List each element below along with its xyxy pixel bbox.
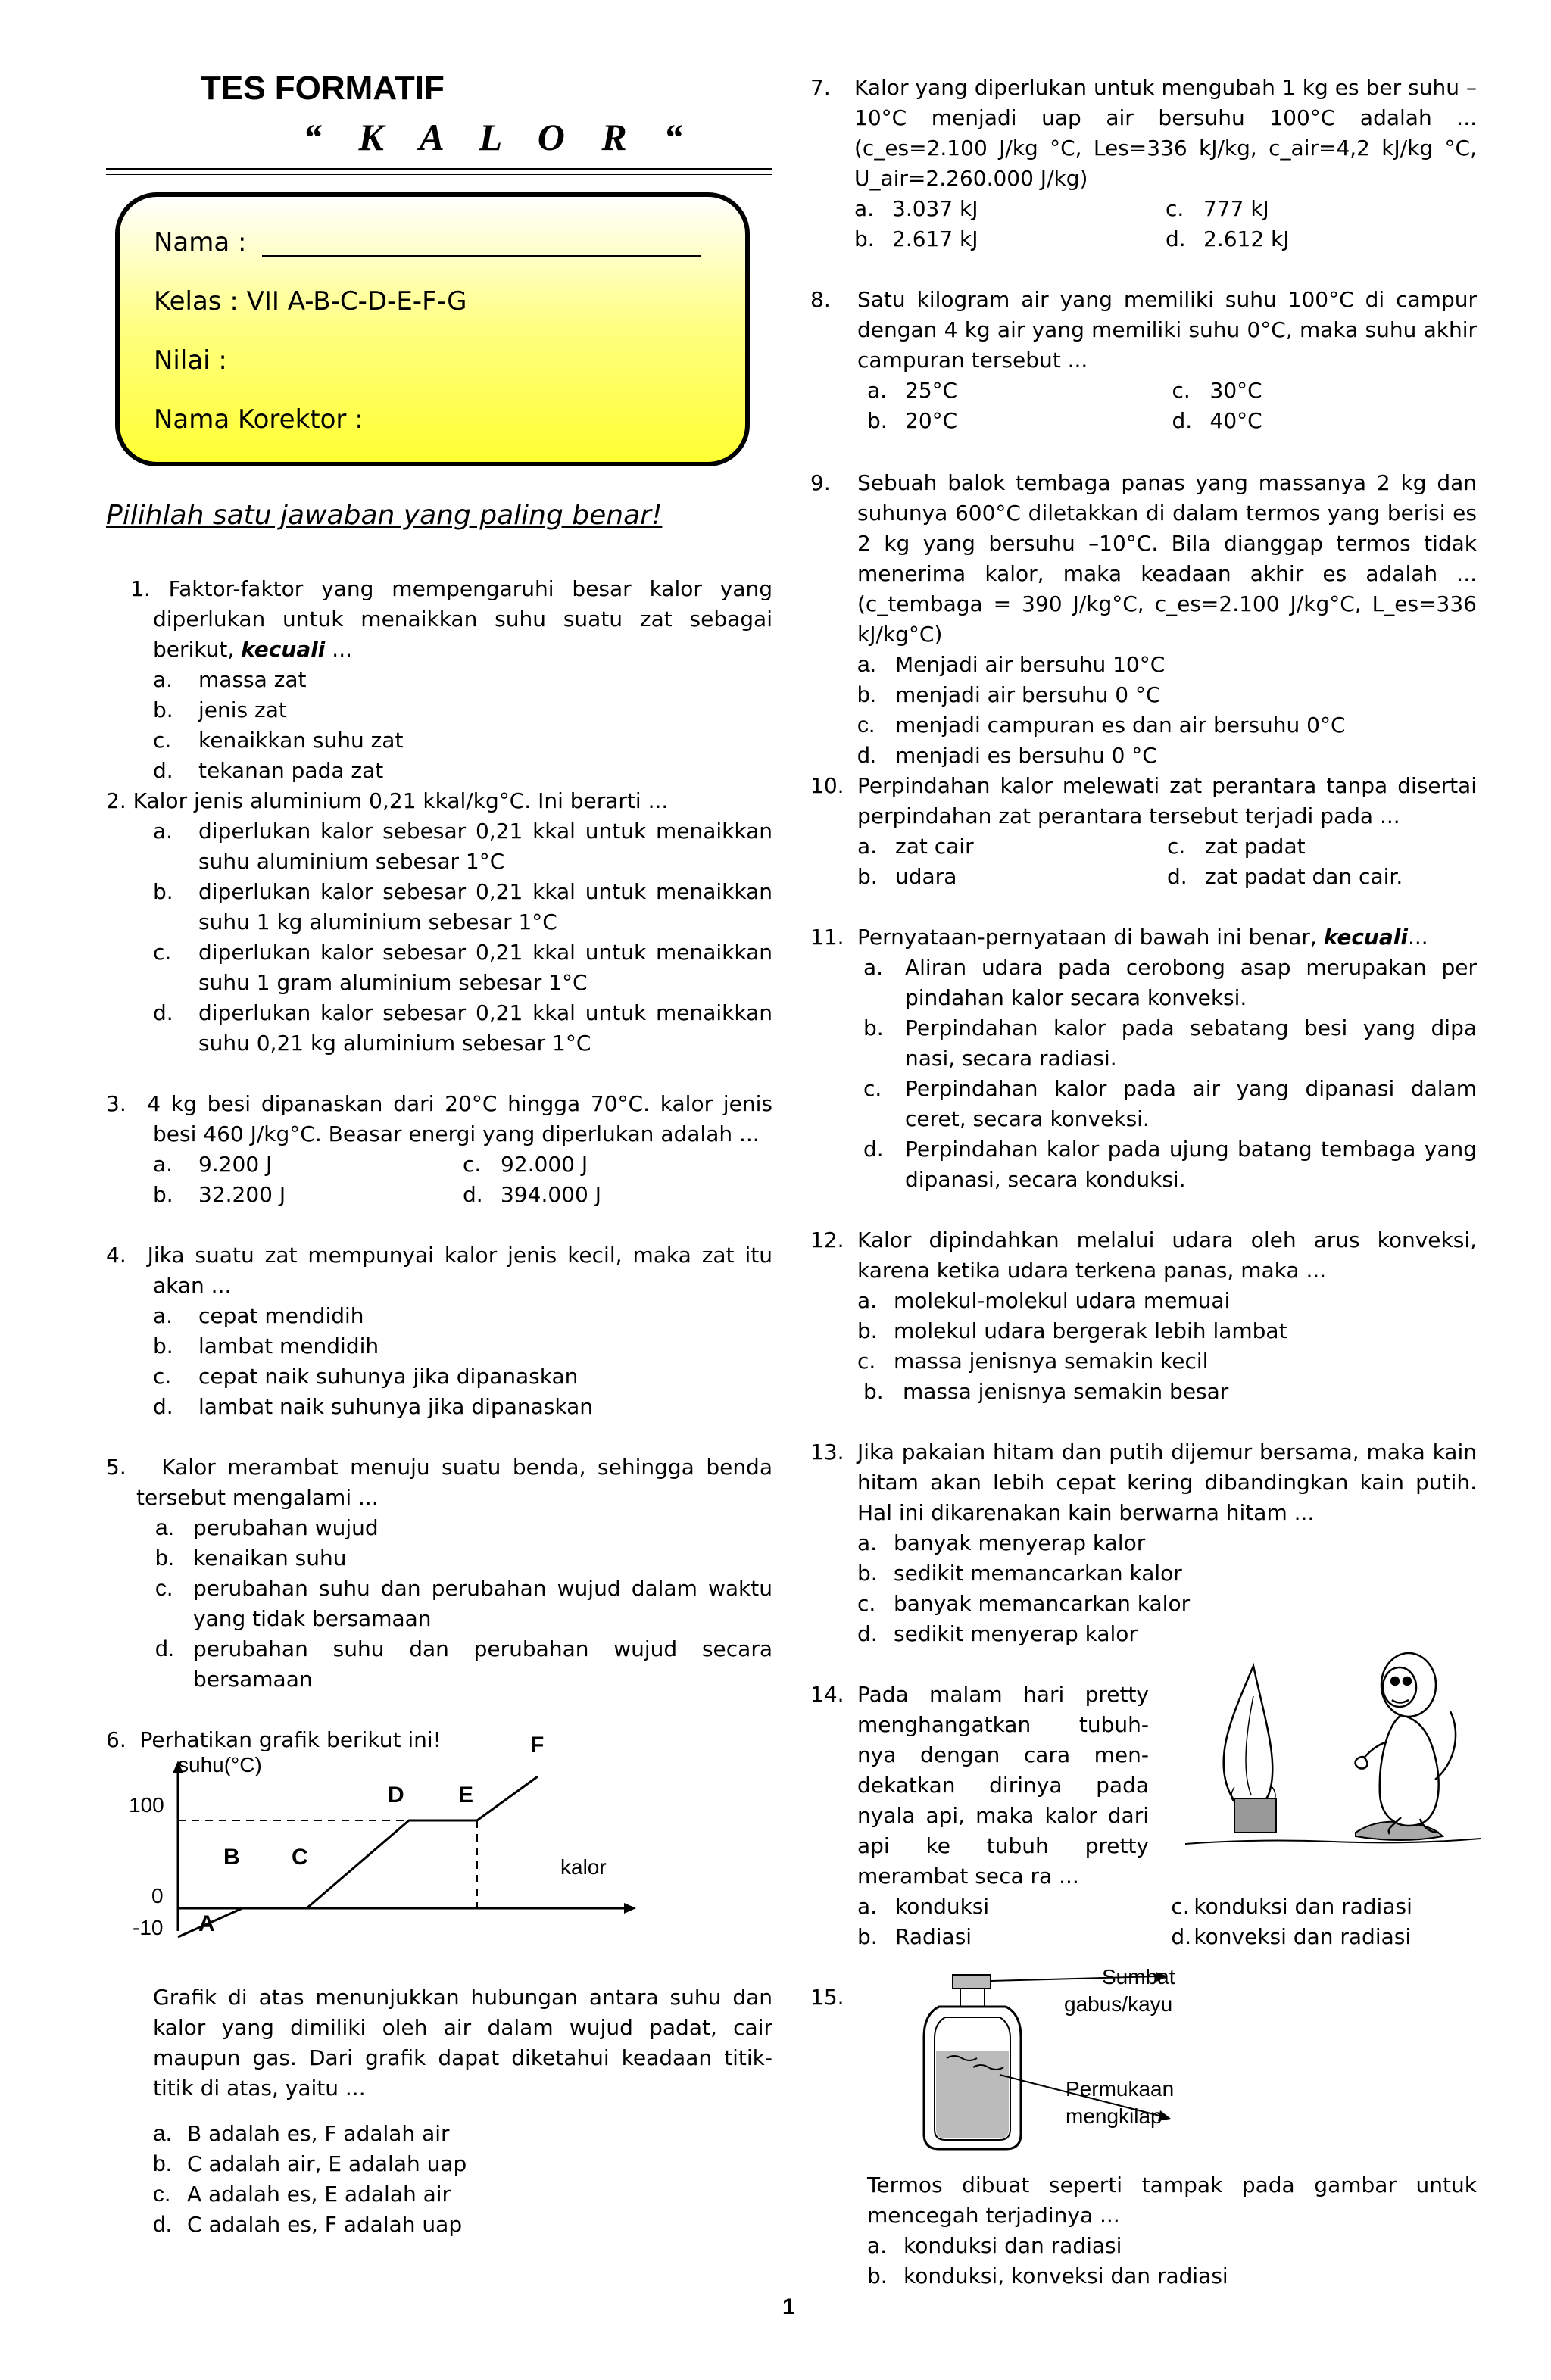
corrector-label: Nama Korektor : (154, 404, 364, 435)
q14-option-d[interactable]: d. konveksi dan radiasi (1171, 1924, 1412, 1949)
thermos-neck (960, 1989, 985, 2007)
q14-option-a[interactable]: a. konduksi (857, 1894, 990, 1919)
q3-option-c[interactable]: c. 92.000 J (463, 1152, 588, 1177)
q1-option-d[interactable]: d. tekanan pada zat (153, 758, 384, 783)
q14-option-c[interactable]: c. konduksi dan radiasi (1171, 1894, 1412, 1919)
test-title: TES FORMATIF (201, 70, 445, 107)
question-7 (810, 73, 1477, 254)
label-surface-2: mengkilap (1066, 2104, 1162, 2128)
q7-option-a[interactable]: a. 3.037 kJ (854, 196, 978, 221)
question-15-body (867, 2170, 1477, 2291)
graph-y-minus10: -10 (133, 1916, 164, 1939)
q10-number: 10. (810, 773, 844, 798)
graph-y-0: 0 (151, 1884, 164, 1907)
q1-option-c[interactable]: c. kenaikkan suhu zat (153, 728, 404, 753)
q12-option-a[interactable]: a. molekul-molekul udara memuai (857, 1288, 1231, 1313)
q9-stem: Sebuah balok tembaga panas yang massanya 2 kg dan suhunya 600°C diletakkan di dalam termos yang berisi es 2 kg yang bersuhu –10°C. Bila dianggap termos tidak menerima kalor, maka keadaan akhir es adalah ... (c_tembaga = 390 J/kg°C, c_es=2.100 J/kg°C, L_es=336 kJ/kg°C) (857, 470, 1477, 647)
q9-option-d[interactable]: d. menjadi es bersuhu 0 °C (857, 743, 1157, 768)
cork-stopper (953, 1975, 991, 1989)
q6-option-b[interactable]: b. C adalah air, E adalah uap (153, 2151, 467, 2176)
thermos-diagram (909, 1961, 1454, 2158)
burner-icon (1234, 1798, 1276, 1833)
question-3 (106, 1089, 772, 1210)
q15-option-b[interactable]: b. konduksi, konveksi dan radiasi (867, 2263, 1228, 2288)
q7-stem: Kalor yang diperlukan untuk mengubah 1 kg es ber suhu –10°C menjadi uap air bersuhu 100°C adalah ... (c_es=2.100 J/kg °C, Les=336 kJ/kg, c_air=4,2 kJ/kg °C, U_air=2.260.000 J/kg) (854, 75, 1477, 191)
q8-options (810, 376, 1477, 436)
thermos-liquid (936, 2051, 1009, 2138)
q4-number: 4. (106, 1243, 126, 1268)
q3-option-a[interactable]: a. 9.200 J (153, 1152, 273, 1177)
q4-option-a[interactable]: a. cepat mendidih (153, 1303, 364, 1328)
graph-ylabel: suhu(°C) (178, 1753, 262, 1776)
q13-options (810, 1528, 1477, 1649)
q5-number: 5. (106, 1455, 126, 1480)
q7-option-b[interactable]: b. 2.617 kJ (854, 226, 978, 251)
question-6-body (153, 1982, 772, 2240)
q9-number: 9. (810, 470, 831, 495)
question-12 (810, 1225, 1477, 1407)
q2-number: 2. (106, 788, 126, 813)
fire-and-monkey-illustration (1181, 1643, 1484, 1870)
q3-option-d[interactable]: d. 394.000 J (463, 1182, 601, 1207)
q9-option-c[interactable]: c. menjadi campuran es dan air bersuhu 0°C (857, 713, 1346, 738)
q11-stem-end: ... (1407, 925, 1428, 950)
q14-stem: Pada malam hari pretty menghangatkan tubuh- nya dengan cara men- dekatkan dirinya pada nyala api, maka kalor dari api ke tubuh pretty merambat seca ra ... (857, 1682, 1149, 1889)
class-label: Kelas : VII A-B-C-D-E-F-G (154, 286, 467, 317)
q2-option-c[interactable]: c. diperlukan kalor sebesar 0,21 kkal untuk menaikkan suhu 1 gram aluminium sebesar 1°C (153, 940, 772, 995)
question-13 (810, 1437, 1477, 1649)
q13-number: 13. (810, 1440, 844, 1464)
q10-options (810, 831, 1477, 892)
question-5 (106, 1452, 772, 1695)
name-field[interactable] (154, 227, 701, 257)
q13-option-b[interactable]: b. sedikit memancarkan kalor (857, 1561, 1182, 1586)
header-rule-bottom (106, 174, 772, 175)
q14-options (810, 1892, 1477, 1952)
q14-number: 14. (810, 1682, 844, 1707)
q4-option-b[interactable]: b. lambat mendidih (153, 1333, 379, 1358)
graph-point-d: D (388, 1783, 404, 1808)
label-cork-2: gabus/kayu (1064, 1992, 1173, 2016)
q1-stem-end: ... (325, 637, 353, 662)
q13-stem: Jika pakaian hitam dan putih dijemur bersama, maka kain hitam akan lebih cepat kering dibandingkan kain putih. Hal ini dikarenakan kain berwarna hitam ... (857, 1440, 1477, 1525)
q1-option-b[interactable]: b. jenis zat (153, 697, 287, 722)
q6-option-a[interactable]: a. B adalah es, F adalah air (153, 2121, 450, 2146)
q10-option-c[interactable]: c. zat padat (1167, 834, 1306, 859)
q15-options (867, 2231, 1477, 2291)
label-cork-1: Sumbat (1102, 1965, 1175, 1989)
q3-option-b[interactable]: b. 32.200 J (153, 1182, 286, 1207)
q11-option-d[interactable]: d. Perpindahan kalor pada ujung batang tembaga yang dipanasi, secara konduksi. (863, 1137, 1477, 1192)
graph-point-c: C (292, 1845, 308, 1870)
q10-option-a[interactable]: a. zat cair (857, 834, 974, 859)
q7-option-c[interactable]: c. 777 kJ (1166, 196, 1269, 221)
q11-option-b[interactable]: b. Perpindahan kalor pada sebatang besi yang dipa nasi, secara radiasi. (863, 1015, 1477, 1071)
q9-option-b[interactable]: b. menjadi air bersuhu 0 °C (857, 682, 1161, 707)
q1-emphasis: kecuali (241, 637, 326, 662)
q8-option-a[interactable]: a. 25°C (867, 378, 958, 403)
q12-stem: Kalor dipindahkan melalui udara oleh arus konveksi, karena ketika udara terkena panas, maka ... (857, 1227, 1477, 1283)
q2-option-b[interactable]: b. diperlukan kalor sebesar 0,21 kkal untuk menaikkan suhu 1 kg aluminium sebesar 1°C (153, 879, 772, 934)
q15-number: 15. (810, 1985, 844, 2010)
q8-number: 8. (810, 287, 831, 312)
q4-option-d[interactable]: d. lambat naik suhunya jika dipanaskan (153, 1394, 593, 1419)
q10-option-b[interactable]: b. udara (857, 864, 957, 889)
label-surface-1: Permukaan (1066, 2077, 1175, 2101)
graph-y-100: 100 (129, 1793, 164, 1817)
q11-option-c[interactable]: c. Perpindahan kalor pada air yang dipanasi dalam ceret, secara konveksi. (863, 1076, 1477, 1131)
question-1 (106, 574, 772, 786)
q8-option-b[interactable]: b. 20°C (867, 408, 958, 433)
name-label: Nama : (154, 227, 247, 257)
question-10 (810, 771, 1477, 892)
q1-stem: Faktor-faktor yang mempengaruhi besar kalor yang diperlukan untuk menaikkan suhu suatu zat sebagai berikut, (153, 576, 772, 662)
q13-option-a[interactable]: a. banyak menyerap kalor (857, 1530, 1146, 1555)
q12-options (810, 1286, 1477, 1407)
q8-stem: Satu kilogram air yang memiliki suhu 100°C di campur dengan 4 kg air yang memiliki suhu 0°C, maka suhu akhir campuran tersebut ... (857, 287, 1477, 373)
q11-number: 11. (810, 925, 844, 950)
q8-option-d[interactable]: d. 40°C (1172, 408, 1262, 433)
student-id-box (115, 192, 750, 466)
q5-option-a[interactable]: a. perubahan wujud (155, 1515, 379, 1540)
q5-options (106, 1513, 772, 1695)
q14-option-b[interactable]: b. Radiasi (857, 1924, 972, 1949)
q11-options (810, 953, 1477, 1195)
q15-stem: Termos dibuat seperti tampak pada gambar untuk mencegah terjadinya ... (867, 2173, 1477, 2228)
q13-option-d[interactable]: d. sedikit menyerap kalor (857, 1621, 1138, 1646)
q3-options (106, 1149, 772, 1210)
question-4 (106, 1240, 772, 1422)
q6-options (153, 2119, 772, 2240)
q4-stem: Jika suatu zat mempunyai kalor jenis kecil, maka zat itu akan ... (147, 1243, 772, 1298)
q7-options (810, 194, 1477, 254)
score-label: Nilai : (154, 345, 227, 376)
q11-option-a[interactable]: a. Aliran udara pada cerobong asap merupakan per pindahan kalor secara konveksi. (863, 955, 1477, 1010)
q2-option-a[interactable]: a. diperlukan kalor sebesar 0,21 kkal untuk menaikkan suhu aluminium sebesar 1°C (153, 819, 772, 874)
q1-option-a[interactable]: a. massa zat (153, 667, 307, 692)
q7-option-d[interactable]: d. 2.612 kJ (1166, 226, 1290, 251)
q8-option-c[interactable]: c. 30°C (1172, 378, 1262, 403)
monkey-icon (1356, 1653, 1456, 1834)
instruction: Pilihlah satu jawaban yang paling benar! (106, 500, 663, 531)
q2-option-d[interactable]: d. diperlukan kalor sebesar 0,21 kkal untuk menaikkan suhu 0,21 kg aluminium sebesar 1°C (153, 1000, 772, 1056)
ground-line (1185, 1839, 1481, 1844)
q1-number: 1. (130, 576, 151, 601)
q10-option-d[interactable]: d. zat padat dan cair. (1167, 864, 1403, 889)
graph-point-e: E (458, 1783, 474, 1808)
q12-number: 12. (810, 1227, 844, 1252)
q6-option-d[interactable]: d. C adalah es, F adalah uap (153, 2212, 463, 2237)
q12-option-b2[interactable]: b. massa jenisnya semakin besar (863, 1379, 1229, 1404)
question-2 (106, 786, 772, 1059)
q9-options (810, 650, 1477, 771)
q12-option-b[interactable]: b. molekul udara bergerak lebih lambat (857, 1318, 1287, 1343)
q5-option-b[interactable]: b. kenaikan suhu (155, 1546, 347, 1571)
q12-option-c[interactable]: c. massa jenisnya semakin kecil (857, 1349, 1209, 1374)
q6-number: 6. (106, 1727, 126, 1752)
q5-stem: Kalor merambat menuju suatu benda, sehingga benda tersebut mengalami ... (136, 1455, 772, 1510)
q5-option-c[interactable]: c. perubahan suhu dan perubahan wujud dalam waktu yang tidak bersamaan (155, 1576, 772, 1631)
q9-option-a[interactable]: a. Menjadi air bersuhu 10°C (857, 652, 1166, 677)
header-rule-top (106, 168, 772, 170)
q11-stem: Pernyataan-pernyataan di bawah ini benar, (857, 925, 1324, 950)
q2-options (106, 816, 772, 1059)
graph-x-arrow (624, 1903, 636, 1914)
q6-stem: Perhatikan grafik berikut ini! (139, 1727, 442, 1752)
q1-options (106, 665, 772, 786)
graph-point-b: B (223, 1845, 240, 1870)
question-9 (810, 468, 1477, 771)
q7-number: 7. (810, 75, 831, 100)
q13-option-c[interactable]: c. banyak memancarkan kalor (857, 1591, 1191, 1616)
q3-stem: 4 kg besi dipanaskan dari 20°C hingga 70°C. kalor jenis besi 460 J/kg°C. Beasar energi yang diperlukan adalah ... (147, 1091, 772, 1146)
q4-options (106, 1301, 772, 1422)
q6-option-c[interactable]: c. A adalah es, E adalah air (153, 2182, 451, 2207)
q4-option-c[interactable]: c. cepat naik suhunya jika dipanaskan (153, 1364, 579, 1389)
heating-curve-graph (106, 1727, 651, 1954)
graph-point-f: F (530, 1733, 545, 1758)
name-line (262, 255, 701, 257)
q2-stem: Kalor jenis aluminium 0,21 kkal/kg°C. Ini berarti ... (133, 788, 669, 813)
graph-xlabel: kalor (560, 1855, 607, 1879)
q15-option-a[interactable]: a. konduksi dan radiasi (867, 2233, 1122, 2258)
graph-point-a: A (198, 1911, 215, 1936)
q10-stem: Perpindahan kalor melewati zat perantara tanpa disertai perpindahan zat perantara tersebut terjadi pada ... (857, 773, 1477, 828)
question-11 (810, 922, 1477, 1195)
test-subtitle: “ K A L O R “ (303, 116, 697, 158)
q5-option-d[interactable]: d. perubahan suhu dan perubahan wujud secara bersamaan (155, 1636, 772, 1692)
q11-emphasis: kecuali (1323, 925, 1408, 950)
question-8 (810, 285, 1477, 436)
page-number: 1 (782, 2294, 795, 2319)
q6-text: Grafik di atas menunjukkan hubungan antara suhu dan kalor yang dimiliki oleh air dalam wujud padat, cair maupun gas. Dari grafik dapat diketahui keadaan titik-titik di atas, yaitu ... (153, 1985, 772, 2101)
q3-number: 3. (106, 1091, 126, 1116)
